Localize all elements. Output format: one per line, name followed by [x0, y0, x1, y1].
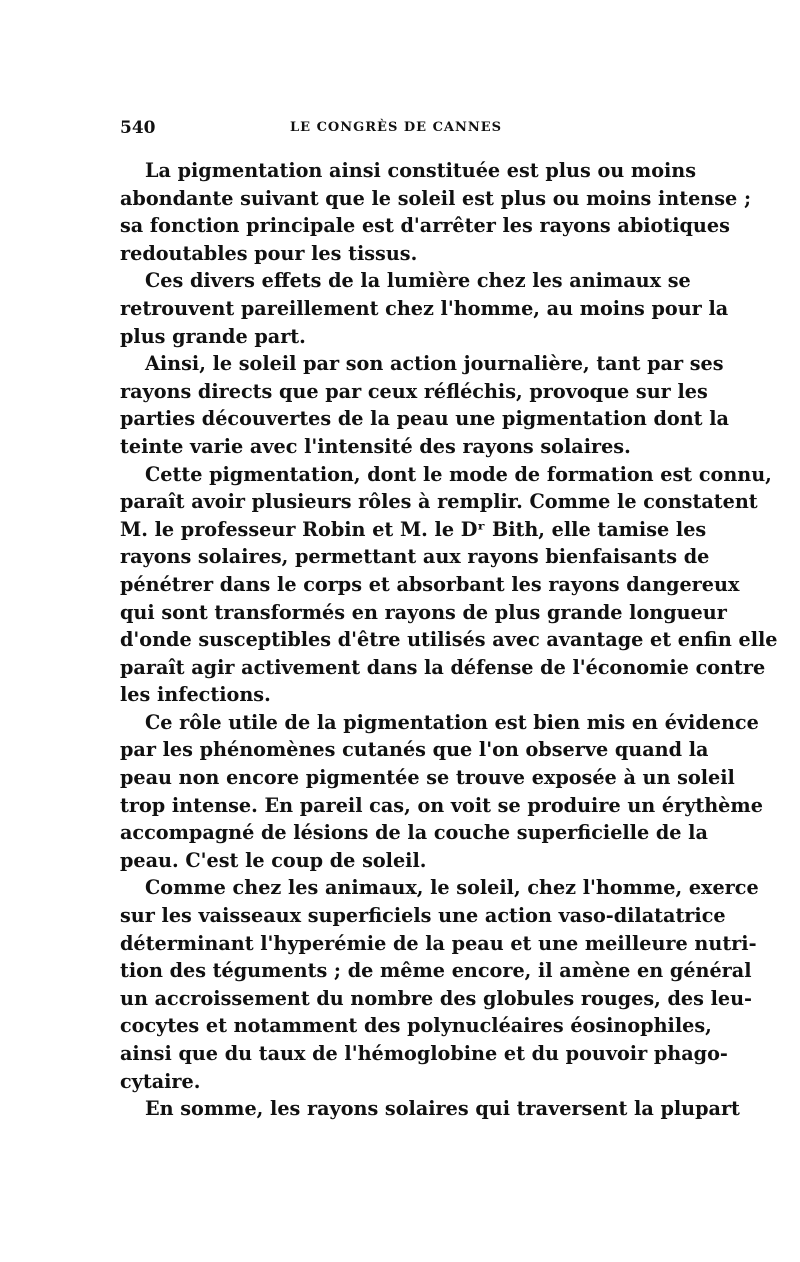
text-line: Comme chez les animaux, le soleil, chez l'homme, exerce: [145, 876, 759, 900]
text-line: peau non encore pigmentée se trouve exposée à un soleil: [120, 766, 735, 790]
text-line: sa fonction principale est d'arrêter les rayons abiotiques: [120, 214, 730, 238]
text-line: ainsi que du taux de l'hémoglobine et du pouvoir phago-: [120, 1042, 728, 1065]
text-line: Cette pigmentation, dont le mode de formation est connu,: [145, 462, 772, 486]
text-line: Ces divers effets de la lumière chez les animaux se: [145, 269, 691, 293]
paragraph: [120, 267, 729, 350]
text-line: tion des téguments ; de même encore, il amène en général: [120, 959, 752, 983]
page-header: [120, 118, 672, 144]
book-page: [120, 118, 778, 1123]
body-text: [120, 157, 778, 1123]
text-line: les infections.: [120, 683, 271, 707]
text-line: sur les vaisseaux superficiels une action vaso-dilatatrice: [120, 904, 726, 928]
text-line: pénétrer dans le corps et absorbant les rayons dangereux: [120, 572, 740, 596]
text-line: peau. C'est le coup de soleil.: [120, 848, 427, 872]
text-line: accompagné de lésions de la couche superficielle de la: [120, 821, 708, 845]
paragraph: [120, 1095, 740, 1123]
text-line: paraît avoir plusieurs rôles à remplir. Comme le constatent: [120, 490, 758, 514]
page-number: 540: [120, 118, 156, 138]
text-line: cocytes et notamment des polynucléaires éosinophiles,: [120, 1014, 712, 1038]
paragraph: [120, 461, 778, 709]
text-line: paraît agir activement dans la défense de l'économie contre: [120, 655, 766, 679]
text-line: En somme, les rayons solaires qui traversent la plupart: [145, 1097, 740, 1121]
text-line: retrouvent pareillement chez l'homme, au moins pour la: [120, 296, 729, 320]
text-line: rayons solaires, permettant aux rayons bienfaisants de: [120, 545, 710, 569]
text-line: trop intense. En pareil cas, on voit se produire un érythème: [120, 793, 763, 817]
paragraph: [120, 157, 752, 267]
text-line: M. le professeur Robin et M. le Dʳ Bith, elle tamise les: [120, 517, 707, 541]
text-line: plus grande part.: [120, 324, 306, 348]
text-line: un accroissement du nombre des globules rouges, des leu-: [120, 986, 753, 1010]
text-line: qui sont transformés en rayons de plus grande longueur: [120, 600, 727, 624]
text-line: teinte varie avec l'intensité des rayons solaires.: [120, 434, 631, 458]
paragraph: [120, 350, 729, 460]
text-line: rayons directs que par ceux réfléchis, provoque sur les: [120, 379, 708, 403]
text-line: La pigmentation ainsi constituée est plus ou moins: [145, 159, 697, 182]
text-line: Ce rôle utile de la pigmentation est bien mis en évidence: [145, 710, 759, 734]
text-line: d'onde susceptibles d'être utilisés avec avantage et enfin elle: [120, 628, 778, 652]
text-line: redoutables pour les tissus.: [120, 241, 418, 265]
paragraph: [120, 709, 763, 875]
paragraph: [120, 874, 759, 1095]
text-line: abondante suivant que le soleil est plus ou moins intense ;: [120, 186, 752, 210]
text-line: parties découvertes de la peau une pigmentation dont la: [120, 407, 729, 431]
text-line: déterminant l'hyperémie de la peau et une meilleure nutri-: [120, 931, 757, 955]
text-line: par les phénomènes cutanés que l'on observe quand la: [120, 738, 709, 762]
running-title: LE CONGRÈS DE CANNES: [290, 120, 503, 135]
text-line: cytaire.: [120, 1069, 201, 1093]
text-line: Ainsi, le soleil par son action journalière, tant par ses: [145, 352, 724, 376]
